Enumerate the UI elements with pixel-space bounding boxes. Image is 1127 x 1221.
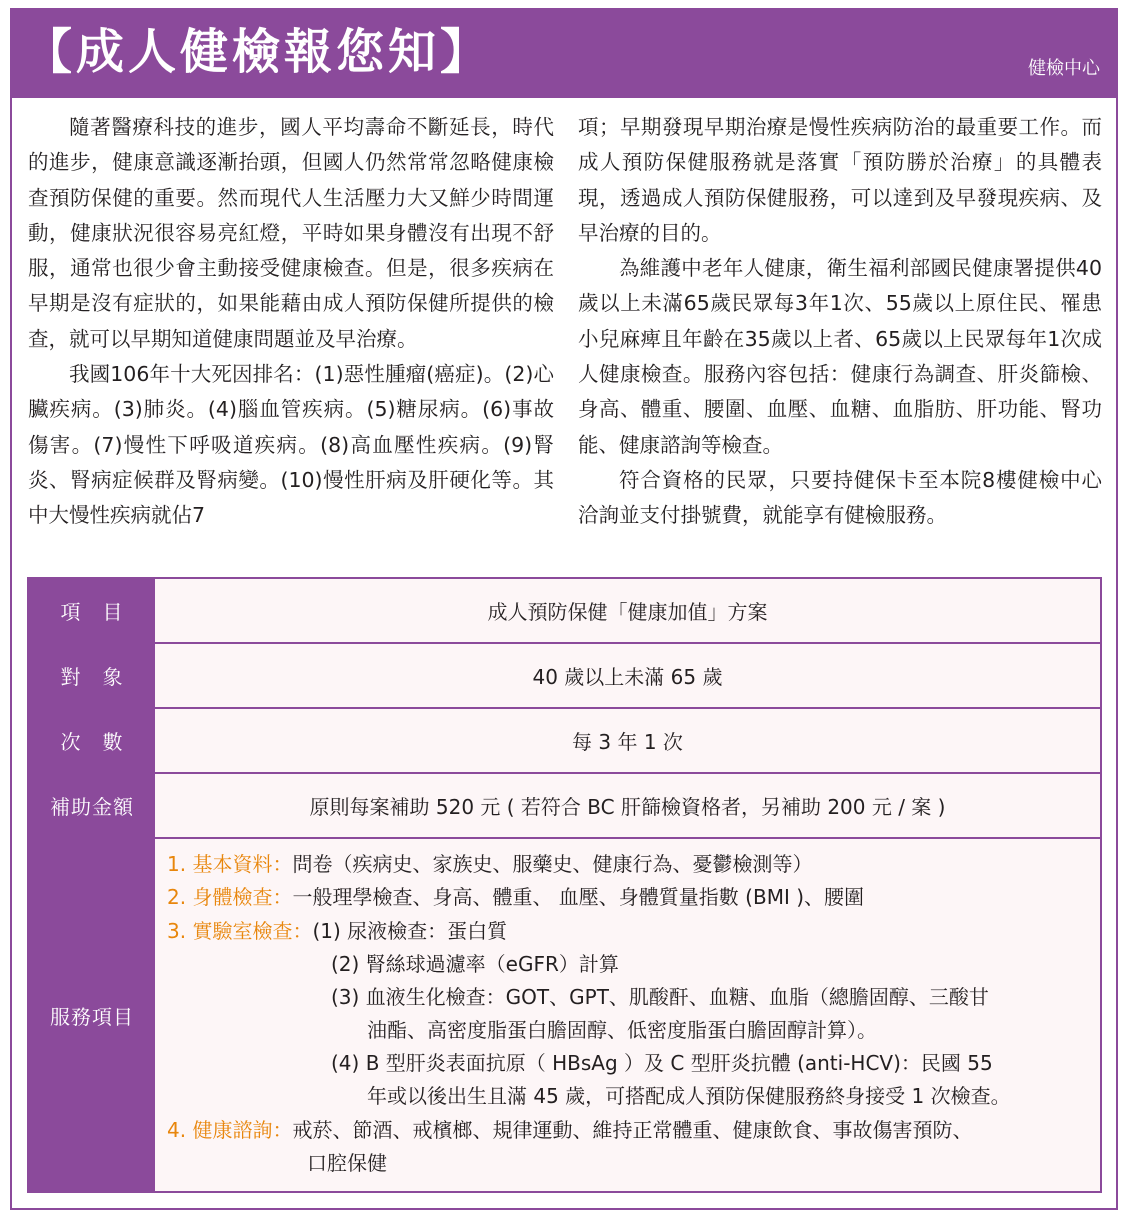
row-label: 次 數 (29, 709, 155, 772)
service-subitem: 年或以後出生且滿 45 歲，可搭配成人預防保健服務終身接受 1 次檢查。 (367, 1084, 1011, 1108)
article-column-left (28, 110, 554, 534)
row-label: 補助金額 (29, 774, 155, 837)
department-label: 健檢中心 (1028, 58, 1100, 79)
article-paragraph: 隨著醫療科技的進步，國人平均壽命不斷延長，時代的進步，健康意識逐漸抬頭，但國人仍然常常忽略健康檢查預防保健的重要。然而現代人生活壓力大又鮮少時間運動，健康狀況很容易亮紅燈，平時如果身體沒有出現不舒服，通常也很少會主動接受健康檢查。但是，很多疾病在早期是沒有症狀的，如果能藉由成人預防保健所提供的檢查，就可以早期知道健康問題並及早治療。 (28, 115, 554, 351)
service-text: 問卷（疾病史、家族史、服藥史、健康行為、憂鬱檢測等） (292, 852, 813, 876)
service-subitem: (4) B 型肝炎表面抗原（ HBsAg ）及 C 型肝炎抗體 (anti-HCV)：民國 55 (331, 1051, 993, 1075)
services-list (155, 839, 1100, 1191)
program-table (27, 577, 1102, 1193)
table-row (29, 644, 1100, 709)
service-item (167, 848, 812, 881)
row-value: 成人預防保健「健康加值」方案 (155, 579, 1100, 642)
row-label: 服務項目 (29, 839, 155, 1191)
article-column-right (578, 110, 1102, 534)
article-paragraph: 符合資格的民眾，只要持健保卡至本院8樓健檢中心洽詢並支付掛號費，就能享有健檢服務。 (578, 467, 1102, 528)
service-heading: 2. 身體檢查： (167, 885, 293, 909)
row-value: 每 3 年 1 次 (155, 709, 1100, 772)
article-paragraph: 我國106年十大死因排名：(1)惡性腫瘤(癌症)。(2)心臟疾病。(3)肺炎。(4)腦血管疾病。(5)糖尿病。(6)事故傷害。(7)慢性下呼吸道疾病。(8)高血壓性疾病。(9)腎炎、腎病症候群及腎病變。(10)慢性肝病及肝硬化等。其中大慢性疾病就佔7 (28, 362, 554, 528)
service-heading: 3. 實驗室檢查： (167, 919, 313, 943)
service-text: (1) 尿液檢查：蛋白質 (312, 919, 508, 943)
row-value: 40 歲以上未滿 65 歲 (155, 644, 1100, 707)
service-item (167, 881, 864, 914)
article-paragraph: 項；早期發現早期治療是慢性疾病防治的最重要工作。而成人預防保健服務就是落實「預防勝於治療」的具體表現，透過成人預防保健服務，可以達到及早發現疾病、及早治療的目的。 (578, 115, 1102, 245)
row-label: 對 象 (29, 644, 155, 707)
service-item (167, 1114, 972, 1147)
service-text: 一般理學檢查、身高、體重、 血壓、身體質量指數 (BMI )、腰圍 (292, 885, 865, 909)
service-heading: 1. 基本資料： (167, 852, 293, 876)
service-subitem: (3) 血液生化檢查：GOT、GPT、肌酸酐、血糖、血脂（總膽固醇、三酸甘 (331, 985, 989, 1009)
service-item (167, 915, 507, 948)
row-label: 項 目 (29, 579, 155, 642)
service-subitem: 油酯、高密度脂蛋白膽固醇、低密度脂蛋白膽固醇計算）。 (367, 1018, 877, 1042)
header-banner (10, 8, 1118, 98)
row-value: 原則每案補助 520 元 ( 若符合 BC 肝篩檢資格者，另補助 200 元 / 案 ) (155, 774, 1100, 837)
table-row (29, 709, 1100, 774)
table-row (29, 579, 1100, 644)
page-title: 【成人健檢報您知】 (24, 24, 493, 80)
service-subitem: 口腔保健 (307, 1151, 387, 1175)
article-paragraph: 為維護中老年人健康，衛生福利部國民健康署提供40歲以上未滿65歲民眾每3年1次、55歲以上原住民、罹患小兒麻痺且年齡在35歲以上者、65歲以上民眾每年1次成人健康檢查。服務內容包括：健康行為調查、肝炎篩檢、身高、體重、腰圍、血壓、血糖、血脂肪、肝功能、腎功能、健康諮詢等檢查。 (578, 256, 1102, 457)
table-row (29, 774, 1100, 839)
service-subitem: (2) 腎絲球過濾率（eGFR）計算 (331, 952, 619, 976)
service-text: 戒菸、節酒、戒檳榔、規律運動、維持正常體重、健康飲食、事故傷害預防、 (292, 1118, 973, 1142)
table-row-services (29, 839, 1100, 1191)
service-heading: 4. 健康諮詢： (167, 1118, 293, 1142)
